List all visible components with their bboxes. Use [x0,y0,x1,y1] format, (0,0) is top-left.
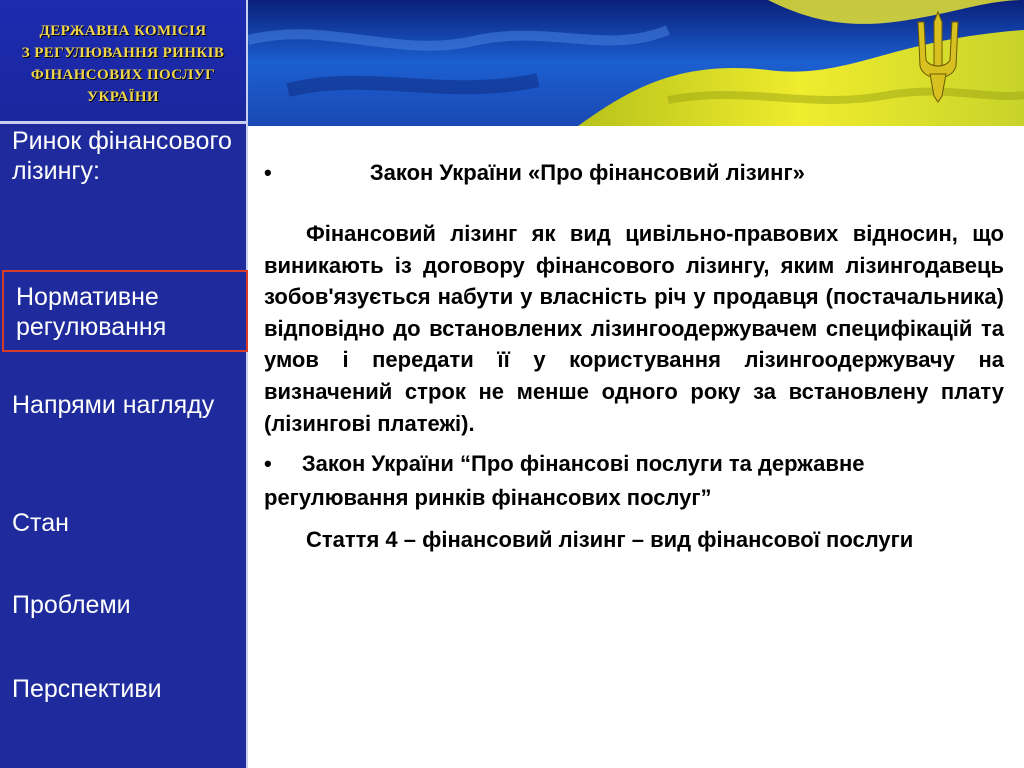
sidebar-item-label: Перспективи [12,675,162,703]
sidebar-item-leasing-market[interactable] [0,126,246,186]
org-title-line: ФІНАНСОВИХ ПОСЛУГ [30,67,216,83]
sidebar-item-label: Проблеми [12,591,131,619]
bullet-law-services [264,447,1004,515]
bullet-icon: • [264,160,272,185]
org-header [0,0,246,124]
law-title: Закон України “Про фінансові послуги та державне регулювання ринків фінансових послуг” [264,451,865,511]
sidebar-item-label: Стан [12,509,69,537]
sidebar-item-problems[interactable] [0,590,246,620]
sidebar [0,0,248,768]
bullet-icon: • [264,451,272,477]
bullet-law-leasing [264,160,1004,186]
sidebar-item-supervision[interactable] [0,390,246,420]
sidebar-item-label: Ринок фінансового лізингу: [12,127,232,185]
article-text: Стаття 4 – фінансовий лізинг – вид фінансової послуги [306,527,914,553]
main-content [264,160,1004,557]
org-title-line: З РЕГУЛЮВАННЯ РИНКІВ [21,45,225,61]
org-title-line: ДЕРЖАВНА КОМІСІЯ [39,23,207,39]
ukraine-flag-image [248,0,1024,126]
sidebar-item-prospects[interactable] [0,674,246,704]
org-title-line: УКРАЇНИ [87,89,159,105]
leasing-definition: Фінансовий лізинг як вид цивільно-правових відносин, що виникають із договору фінансового лізингу, яким лізингодавець зобов'язується набути у власність річ у продавця (постачальника) відповідно до встановлених лізингоодержувачем специфікацій та умов і передати її у користування лізингоодержувачу на визначений строк не менше одного року за встановлену плату (лізингові платежі). [264,221,1004,436]
sidebar-item-status[interactable] [0,508,246,538]
sidebar-item-label: Напрями нагляду [12,391,215,419]
sidebar-item-regulation[interactable] [2,270,248,352]
sidebar-item-label: Нормативне регулювання [16,283,167,341]
flag-banner [248,0,1024,126]
law-title: Закон України «Про фінансовий лізинг» [369,160,805,185]
